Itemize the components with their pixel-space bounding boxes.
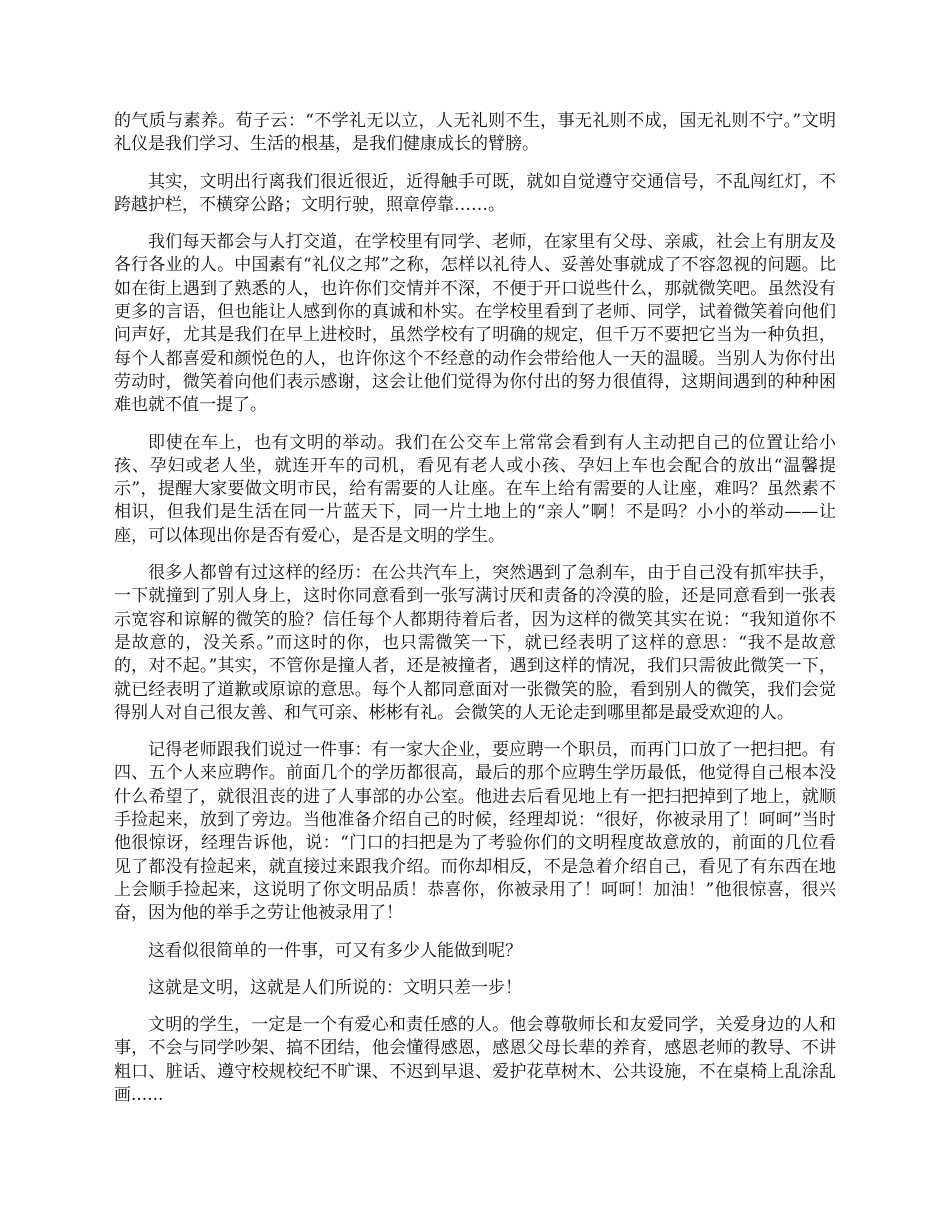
paragraph-6: 记得老师跟我们说过一件事：有一家大企业，要应聘一个职员，而再门口放了一把扫把。有四、五个人来应聘作。前面几个的学历都很高，最后的那个应聘生学历最低，他觉得自己根本没什么希望了，就很沮丧的进了人事部的办公室。他进去后看见地上有一把扫把掉到了地上，就顺手捡起来，放到了旁边。当他准备介绍自己的时候，经理却说：“很好，你被录用了！呵呵”当时他很惊讶，经理告诉他，说：“门口的扫把是为了考验你们的文明程度故意放的，前面的几位看见了都没有捡起来，就直接过来跟我介绍。而你却相反，不是急着介绍自己，看见了有东西在地上会顺手捡起来，这说明了你文明品质！恭喜你，你被录用了！呵呵！加油！”他很惊喜，很兴奋，因为他的举手之劳让他被录用了！ xyxy=(114,740,836,924)
paragraph-8: 这就是文明，这就是人们所说的：文明只差一步！ xyxy=(148,977,522,998)
paragraph-1: 的气质与素养。荀子云：“不学礼无以立，人无礼则不生，事无礼则不成，国无礼则不宁。”文明礼仪是我们学习、生活的根基，是我们健康成长的臂膀。 xyxy=(114,111,836,155)
paragraph-2: 其实，文明出行离我们很近很近，近得触手可既，就如自觉遵守交通信号，不乱闯红灯，不跨越护栏，不横穿公路；文明行驶，照章停靠……。 xyxy=(114,171,836,215)
paragraph-5: 很多人都曾有过这样的经历：在公共汽车上，突然遇到了急刹车，由于自己没有抓牢扶手，一下就撞到了别人身上，这时你同意看到一张写满讨厌和责备的冷漠的脸，还是同意看到一张表示宽容和谅解的微笑的脸？信任每个人都期待着后者，因为这样的微笑其实在说：“我知道你不是故意的，没关系。”而这时的你，也只需微笑一下，就已经表明了这样的意思：“我不是故意的，对不起。”其实，不管你是撞人者，还是被撞者，遇到这样的情况，我们只需彼此微笑一下，就已经表明了道歉或原谅的意思。每个人都同意面对一张微笑的脸，看到别人的微笑，我们会觉得别人对自己很友善、和气可亲、彬彬有礼。会微笑的人无论走到哪里都是最受欢迎的人。 xyxy=(114,563,836,723)
article-body xyxy=(114,110,836,1121)
paragraph-4: 即使在车上，也有文明的举动。我们在公交车上常常会看到有人主动把自己的位置让给小孩、孕妇或老人坐，就连开车的司机，看见有老人或小孩、孕妇上车也会配合的放出“温馨提示”，提醒大家要做文明市民，给有需要的人让座。在车上给有需要的人让座，难吗？虽然素不相识，但我们是生活在同一片蓝天下，同一片土地上的“亲人”啊！不是吗？小小的举动——让座，可以体现出你是否有爱心，是否是文明的学生。 xyxy=(114,432,836,546)
paragraph-9: 文明的学生，一定是一个有爱心和责任感的人。他会尊敬师长和友爱同学，关爱身边的人和事，不会与同学吵架、搞不团结，他会懂得感恩，感恩父母长辈的养育，感恩老师的教导、不讲粗口、脏话、遵守校规校纪不旷课、不迟到早退、爱护花草树木、公共设施，不在桌椅上乱涂乱画...... xyxy=(114,1015,836,1105)
paragraph-7: 这看似很简单的一件事，可又有多少人能做到呢？ xyxy=(148,940,522,961)
paragraph-3: 我们每天都会与人打交道，在学校里有同学、老师，在家里有父母、亲戚，社会上有朋友及各行各业的人。中国素有“礼仪之邦”之称，怎样以礼待人、妥善处事就成了不容忽视的问题。比如在街上遇到了熟悉的人，也许你们交情并不深，不便于开口说些什么，那就微笑吧。虽然没有更多的言语，但也能让人感到你的真诚和朴实。在学校里看到了老师、同学，试着微笑着向他们问声好，尤其是我们在早上进校时，虽然学校有了明确的规定，但千万不要把它当为一种负担，每个人都喜爱和颜悦色的人，也许你这个不经意的动作会带给他人一天的温暖。当别人为你付出劳动时，微笑着向他们表示感谢，这会让他们觉得为你付出的努力很值得，这期间遇到的种种困难也就不值一提了。 xyxy=(114,232,836,416)
